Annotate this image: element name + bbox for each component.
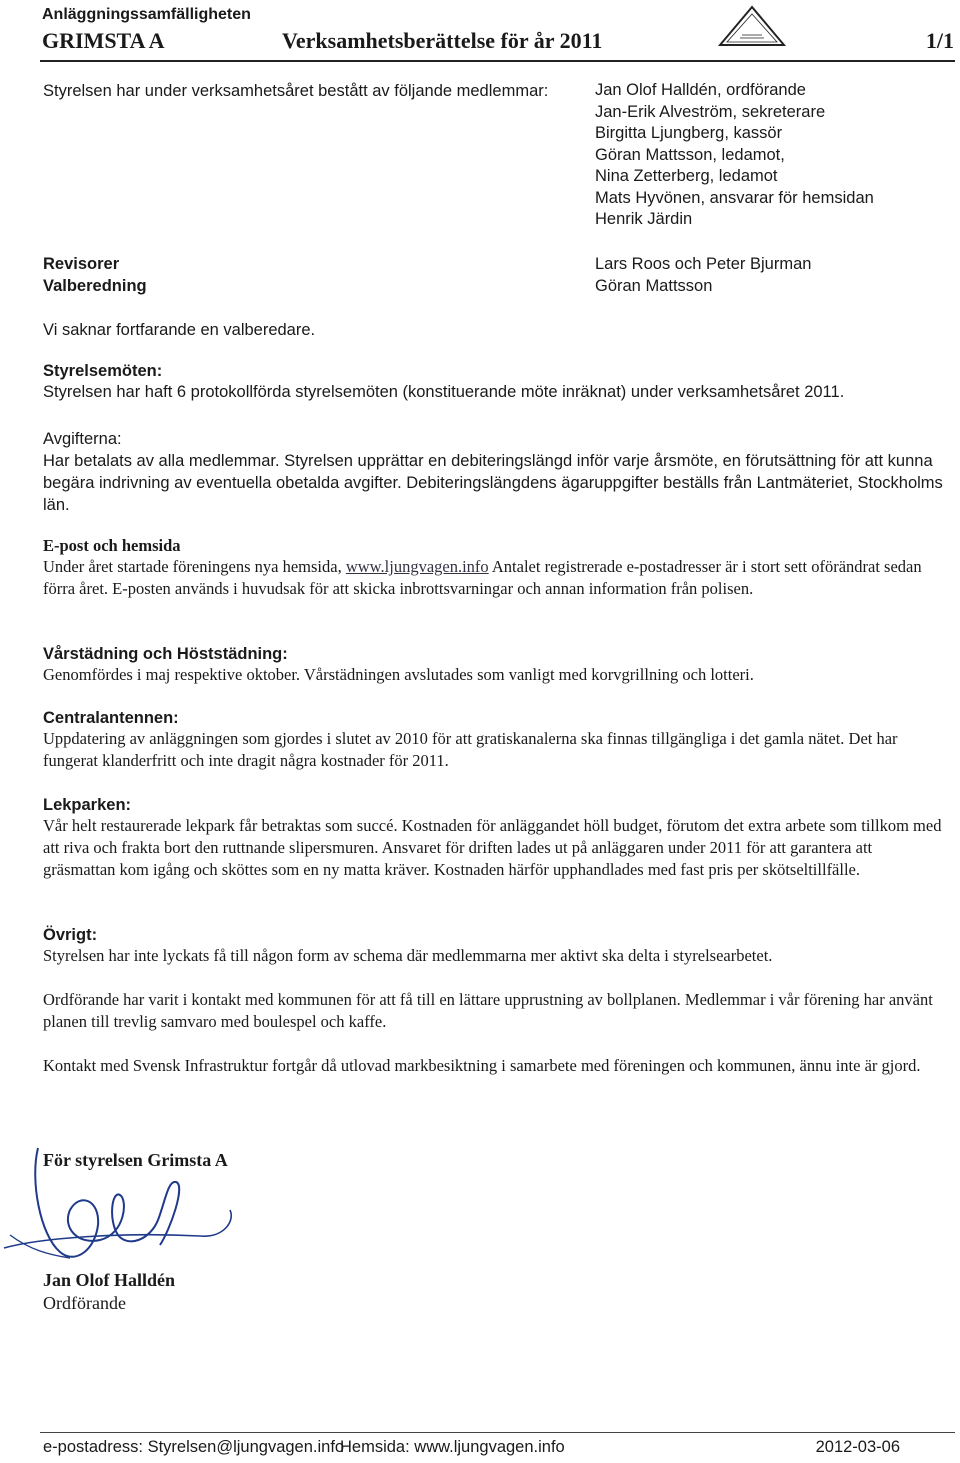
footer-email-link[interactable]: Styrelsen@ljungvagen.info [147, 1438, 345, 1456]
section-antenna [43, 709, 943, 772]
section-text: Har betalats av alla medlemmar. Styrelsen upprättar en debiteringslängd inför varje årsmöte, en förutsättning för att kunna begära indrivning av eventuella obetalda avgifter. Debiteringslängdens ägaruppgifter beställs från Lantmäteriet, Stockholms län. [43, 452, 943, 514]
section-cleaning [43, 645, 943, 686]
section-other [43, 926, 943, 1077]
section-heading: Centralantennen: [43, 709, 179, 727]
warning-triangle-logo-icon [718, 5, 786, 47]
list-item: Birgitta Ljungberg, kassör [595, 124, 783, 142]
auditors-label: Revisorer [43, 255, 120, 273]
section-heading: Styrelsemöten: [43, 362, 163, 380]
footer-date: 2012-03-06 [815, 1438, 900, 1456]
list-item: Nina Zetterberg, ledamot [595, 167, 778, 185]
section-email [43, 536, 943, 600]
section-heading: Vårstädning och Höststädning: [43, 645, 288, 663]
nomination-value: Göran Mattsson [595, 277, 713, 295]
section-heading: Avgifterna: [43, 430, 122, 448]
section-text: Styrelsen har inte lyckats få till någon form av schema där medlemmarna mer aktivt ska delta i styrelsearbetet. [43, 946, 773, 965]
section-text: Genomfördes i maj respektive oktober. Vårstädningen avslutades som vanligt med korvgrillning och lotteri. [43, 665, 754, 684]
section-text: Under året startade föreningens nya hemsida, [43, 557, 346, 576]
handwritten-signature-icon [0, 1140, 260, 1290]
list-item: Jan-Erik Alveström, sekreterare [595, 102, 826, 121]
section-text: Vår helt restaurerade lekpark får betraktas som succé. Kostnaden för anläggandet höll budget, förutom det extra arbete som tillkom med att riva och frakta bort den ruttnande slipersmuren. Ansvaret för driften lades ut på anläggaren under 2011 för att garantera att gräsmattan kom igång och sköttes som en ny matta kräver. Kostnaden härför upphandlades med fast pris per skötseltillfälle. [43, 816, 942, 879]
section-fees [43, 428, 943, 516]
footer-website-link[interactable]: www.ljungvagen.info [414, 1438, 565, 1456]
list-item: Göran Mattsson, ledamot, [595, 145, 785, 164]
page-number: 1/1 [925, 28, 954, 53]
footer-email [43, 1438, 344, 1457]
footer-divider [40, 1432, 955, 1433]
section-text: Antalet registrerade e-postadresser är i stort sett oförändrat sedan förra året. E-posten används i huvudsak för att skicka inbrottsvarningar och annan information från polisen. [43, 557, 922, 598]
board-member-list [595, 80, 874, 231]
section-text: Ordförande har varit i kontakt med kommunen för att få till en lättare upprustning av bollplanen. Medlemmar i vår förening har använt planen till trevlig samvaro med boulespel och kaffe. [43, 990, 933, 1031]
org-short-name: GRIMSTA A [42, 28, 165, 53]
list-item: Jan Olof Halldén, ordförande [595, 81, 806, 99]
footer-website [340, 1438, 565, 1457]
section-playground [43, 796, 943, 881]
section-heading: Lekparken: [43, 796, 132, 814]
nomination-note: Vi saknar fortfarande en valberedare. [43, 321, 316, 339]
section-heading: Övrigt: [43, 926, 98, 944]
signature-name: Jan Olof Halldén [43, 1270, 176, 1290]
board-intro: Styrelsen har under verksamhetsåret bestått av följande medlemmar: [43, 82, 549, 100]
section-text: Uppdatering av anläggningen som gjordes i slutet av 2010 för att gratiskanalerna ska finnas tillgängliga i det gamla nätet. Det har fungerat klanderfritt och inte dragit några kostnader för 2011. [43, 729, 898, 770]
signature-role: Ordförande [43, 1293, 126, 1313]
section-meetings [43, 362, 943, 403]
section-text: Kontakt med Svensk Infrastruktur fortgår då utlovad markbesiktning i samarbete med föreningen och kommunen, ännu inte är gjord. [43, 1056, 921, 1075]
footer-website-label: Hemsida: [340, 1438, 410, 1456]
auditors-value: Lars Roos och Peter Bjurman [595, 255, 812, 273]
website-link[interactable]: www.ljungvagen.info [345, 557, 489, 576]
document-title: Verksamhetsberättelse för år 2011 [282, 28, 603, 53]
list-item: Henrik Järdin [595, 210, 693, 228]
header-divider [40, 60, 955, 62]
section-text: Styrelsen har haft 6 protokollförda styrelsemöten (konstituerande möte inräknat) under verksamhetsåret 2011. [43, 383, 845, 401]
nomination-label: Valberedning [43, 277, 147, 295]
signature-for-board: För styrelsen Grimsta A [43, 1150, 228, 1170]
footer-email-label: e-postadress: [43, 1438, 143, 1456]
section-heading: E-post och hemsida [43, 536, 181, 555]
list-item: Mats Hyvönen, ansvarar för hemsidan [595, 188, 874, 207]
org-name: Anläggningssamfälligheten [42, 6, 251, 23]
